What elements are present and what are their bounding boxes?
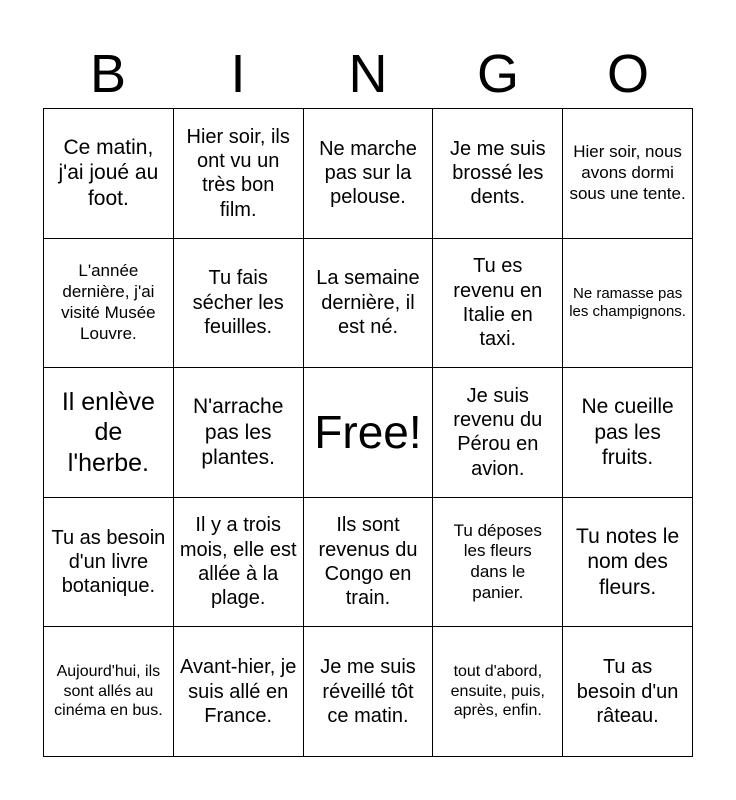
bingo-cell-r5-c1[interactable] bbox=[44, 627, 174, 757]
bingo-cell-r3-c2[interactable] bbox=[174, 368, 304, 498]
bingo-cell-r5-c2[interactable] bbox=[174, 627, 304, 757]
cell-text: Hier soir, nous avons dormi sous une tente. bbox=[569, 142, 686, 203]
cell-text: tout d'abord, ensuite, puis, après, enfin. bbox=[450, 663, 545, 720]
bingo-cell-r2-c2[interactable] bbox=[174, 239, 304, 369]
bingo-header bbox=[43, 40, 693, 108]
bingo-cell-r2-c4[interactable] bbox=[433, 239, 563, 369]
cell-text: Ne ramasse pas les champignons. bbox=[569, 284, 686, 320]
cell-text: Ne cueille pas les fruits. bbox=[581, 395, 674, 470]
bingo-cell-r1-c5[interactable] bbox=[563, 109, 693, 239]
bingo-cell-r1-c2[interactable] bbox=[174, 109, 304, 239]
cell-text: Ne marche pas sur la pelouse. bbox=[319, 137, 417, 209]
bingo-cell-r4-c1[interactable] bbox=[44, 498, 174, 628]
cell-text: Tu as besoin d'un râteau. bbox=[576, 656, 679, 727]
free-space-text: Free! bbox=[314, 406, 422, 459]
cell-text: Il y a trois mois, elle est allée à la plage. bbox=[179, 514, 297, 610]
header-letter-g: G bbox=[476, 44, 519, 104]
cell-text: Je me suis réveillé tôt ce matin. bbox=[320, 656, 416, 727]
cell-text: Ils sont revenus du Congo en train. bbox=[318, 514, 418, 610]
bingo-cell-r4-c5[interactable] bbox=[563, 498, 693, 628]
bingo-cell-r4-c3[interactable] bbox=[304, 498, 434, 628]
bingo-cell-r3-c5[interactable] bbox=[563, 368, 693, 498]
cell-text: Je me suis brossé les dents. bbox=[449, 137, 546, 209]
cell-text: La semaine dernière, il est né. bbox=[316, 267, 420, 339]
header-letter-i: I bbox=[230, 44, 246, 104]
cell-text: L'année dernière, j'ai visité Musée Louvre. bbox=[61, 261, 156, 343]
cell-text: Avant-hier, je suis allé en France. bbox=[180, 656, 297, 727]
bingo-cell-r3-c3-free[interactable] bbox=[304, 368, 434, 498]
cell-text: Tu as besoin d'un livre botanique. bbox=[51, 526, 166, 598]
cell-text: Tu déposes les fleurs dans le panier. bbox=[453, 520, 542, 602]
bingo-cell-r3-c4[interactable] bbox=[433, 368, 563, 498]
cell-text: Il enlève de l'herbe. bbox=[61, 387, 155, 477]
bingo-cell-r1-c4[interactable] bbox=[433, 109, 563, 239]
bingo-cell-r4-c4[interactable] bbox=[433, 498, 563, 628]
cell-text: Aujourd'hui, ils sont allés au cinéma en bus. bbox=[54, 663, 163, 720]
cell-text: N'arrache pas les plantes. bbox=[193, 395, 284, 470]
cell-text: Je suis revenu du Pérou en avion. bbox=[453, 384, 543, 480]
bingo-cell-r5-c3[interactable] bbox=[304, 627, 434, 757]
header-letter-b: B bbox=[89, 44, 127, 104]
bingo-cell-r2-c1[interactable] bbox=[44, 239, 174, 369]
cell-text: Tu fais sécher les feuilles. bbox=[192, 267, 284, 339]
bingo-cell-r1-c1[interactable] bbox=[44, 109, 174, 239]
header-letter-o: O bbox=[606, 44, 649, 104]
bingo-cell-r2-c5[interactable] bbox=[563, 239, 693, 369]
cell-text: Hier soir, ils ont vu un très bon film. bbox=[186, 125, 290, 221]
bingo-cell-r1-c3[interactable] bbox=[304, 109, 434, 239]
bingo-cell-r4-c2[interactable] bbox=[174, 498, 304, 628]
cell-text: Tu notes le nom des fleurs. bbox=[576, 524, 680, 599]
cell-text: Ce matin, j'ai joué au foot. bbox=[58, 135, 159, 211]
bingo-cell-r2-c3[interactable] bbox=[304, 239, 434, 369]
header-letter-n: N bbox=[348, 44, 388, 104]
cell-text: Tu es revenu en Italie en taxi. bbox=[453, 255, 543, 351]
bingo-cell-r5-c5[interactable] bbox=[563, 627, 693, 757]
bingo-card-grid bbox=[43, 108, 693, 757]
bingo-cell-r3-c1[interactable] bbox=[44, 368, 174, 498]
bingo-cell-r5-c4[interactable] bbox=[433, 627, 563, 757]
